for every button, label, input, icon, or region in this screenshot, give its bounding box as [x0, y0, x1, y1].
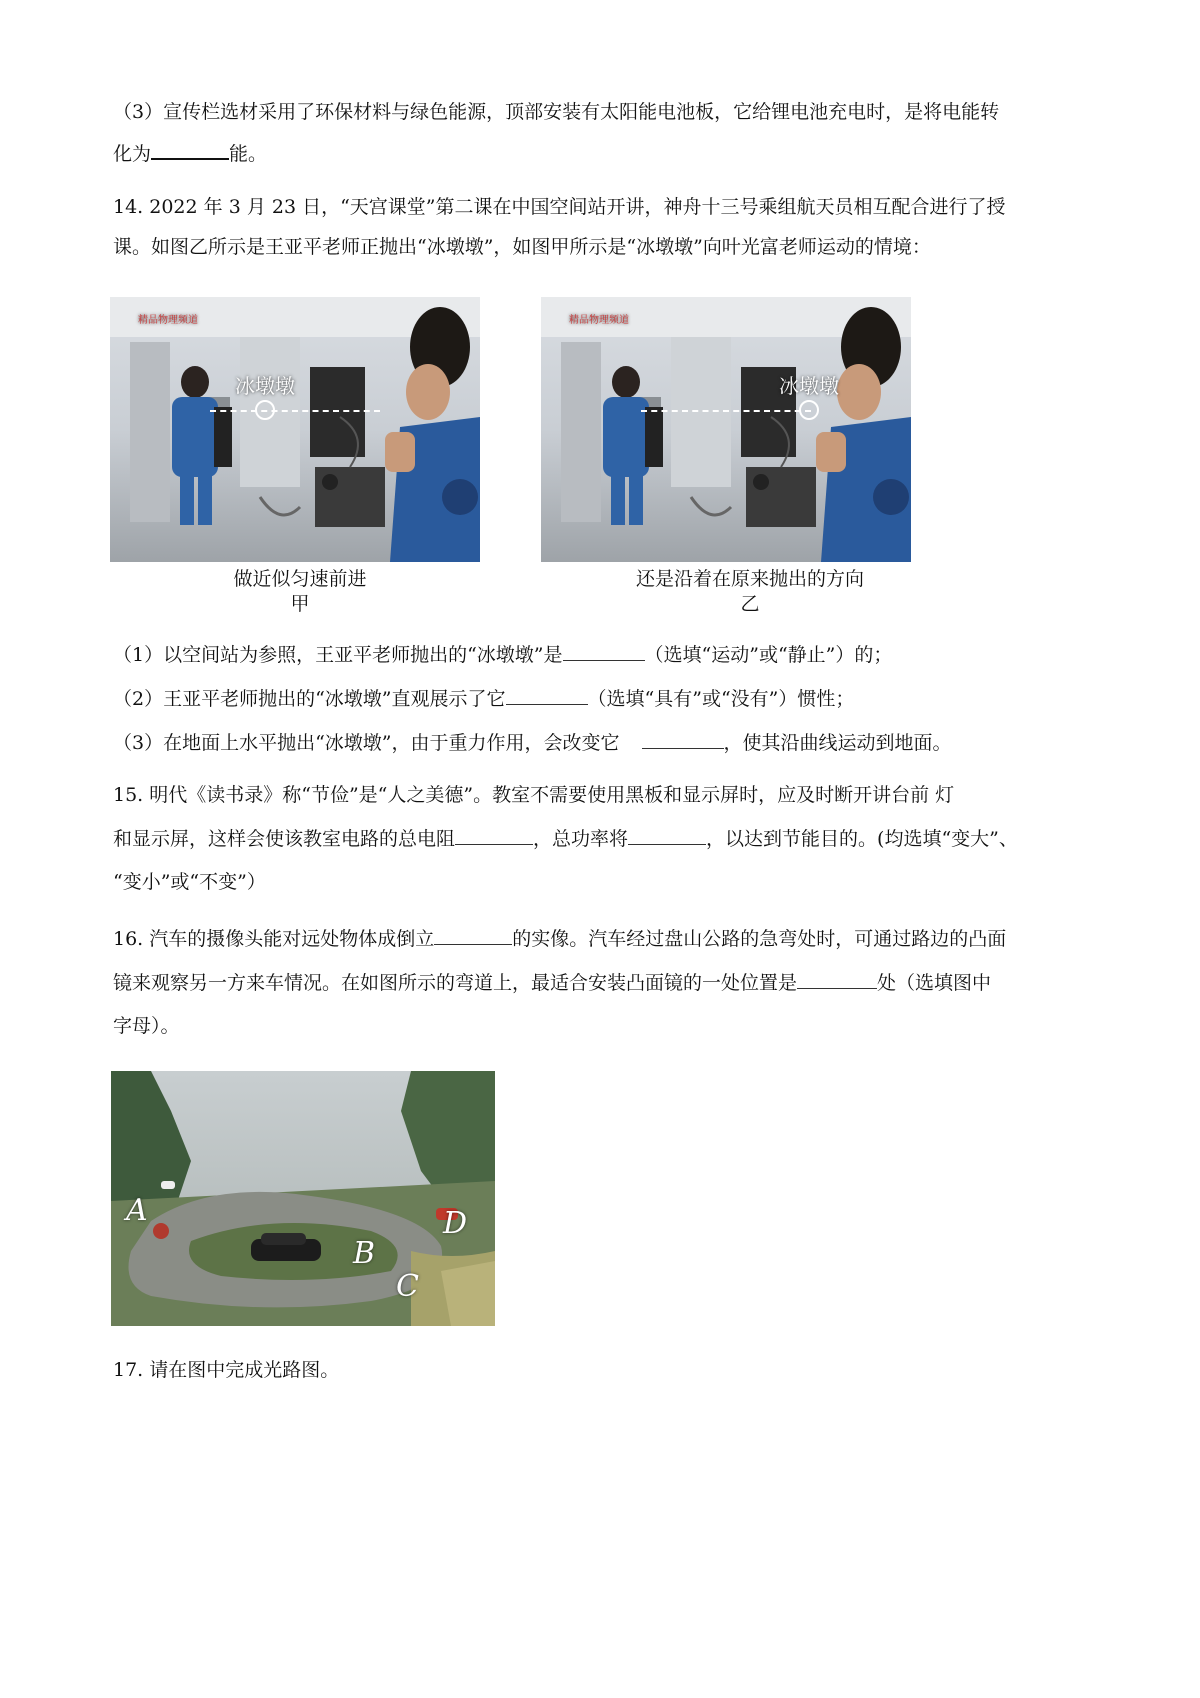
mountain-road-photo	[111, 1071, 495, 1326]
q14-part1	[113, 640, 892, 669]
ice-dwen-dwen-marker-yi	[799, 400, 819, 420]
q13-answer-blank[interactable]	[151, 138, 229, 160]
space-station-photo-jia	[110, 297, 480, 562]
q16-position-blank[interactable]	[797, 968, 877, 989]
trajectory-dash-yi	[641, 410, 811, 412]
figure-jia-caption: 做近似匀速前进	[233, 568, 367, 590]
channel-watermark-yi: 精品物理频道	[569, 315, 629, 326]
figure-yi-caption: 还是沿着在原来抛出的方向	[635, 568, 864, 590]
q13-part3-pre: 化为	[113, 143, 152, 165]
ice-dwen-dwen-label-jia: 冰墩墩	[235, 374, 295, 398]
space-station-scene-jia	[110, 297, 480, 562]
q13-part3-post: 能。	[229, 143, 268, 165]
space-station-photo-yi	[541, 297, 911, 562]
q16-line1-pre: 16. 汽车的摄像头能对远处物体成倒立	[113, 928, 435, 950]
q17-text: 17. 请在图中完成光路图。	[113, 1359, 340, 1381]
trajectory-dash-jia	[210, 410, 380, 412]
road-position-b: B	[353, 1236, 376, 1271]
q14-intro-line2: 课。如图乙所示是王亚平老师正抛出“冰墩墩”，如图甲所示是“冰墩墩”向叶光富老师运动的情境：	[113, 236, 931, 258]
figure-yi-label: 乙	[740, 593, 760, 615]
q14-part2-pre: （2）王亚平老师抛出的“冰墩墩”直观展示了它	[113, 688, 506, 710]
q16-line1-post: 的实像。汽车经过盘山公路的急弯处时，可通过路边的凸面	[512, 928, 1007, 950]
q15-resistance-blank[interactable]	[455, 824, 533, 845]
q14-part3-pre: （3）在地面上水平抛出“冰墩墩”，由于重力作用，会改变它	[113, 732, 620, 754]
q15-line2-c: ，以达到节能目的。(均选填“变大”、	[706, 828, 1018, 850]
q16-line2-post: 处（选填图中	[877, 972, 992, 994]
q14-part2-post: （选填“具有”或“没有”）惯性；	[587, 688, 855, 710]
ice-dwen-dwen-marker-jia	[255, 400, 275, 420]
q13-part3-line2	[113, 138, 267, 168]
q14-part2	[113, 684, 854, 713]
q14-part1-blank[interactable]	[563, 640, 645, 661]
q16-line1	[113, 924, 1006, 953]
q15-line3: “变小”或“不变”）	[113, 871, 266, 893]
q14-part3-blank[interactable]	[642, 728, 724, 749]
q14-part3	[113, 728, 952, 757]
q14-part1-post: （选填“运动”或“静止”）的；	[644, 644, 893, 666]
q16-line2	[113, 968, 991, 997]
q14-part1-pre: （1）以空间站为参照，王亚平老师抛出的“冰墩墩”是	[113, 644, 563, 666]
q15-line2	[113, 824, 1018, 853]
road-position-a: A	[126, 1193, 148, 1228]
q14-part2-blank[interactable]	[506, 684, 588, 705]
q13-part3-line1: （3）宣传栏选材采用了环保材料与绿色能源，顶部安装有太阳能电池板，它给锂电池充电时，是将电能转	[113, 101, 1000, 123]
q16-line3: 字母）。	[113, 1015, 180, 1037]
q14-intro-line1: 14. 2022 年 3 月 23 日，“天宫课堂”第二课在中国空间站开讲，神舟十三号乘组航天员相互配合进行了授	[113, 196, 1006, 218]
road-position-d: D	[443, 1206, 468, 1241]
road-position-c: C	[396, 1269, 419, 1304]
q14-part3-post: ，使其沿曲线运动到地面。	[723, 732, 952, 754]
q16-line2-pre: 镜来观察另一方来车情况。在如图所示的弯道上，最适合安装凸面镜的一处位置是	[113, 972, 798, 994]
space-station-scene-yi	[541, 297, 911, 562]
q16-image-blank[interactable]	[434, 924, 512, 945]
q15-line1: 15. 明代《读书录》称“节俭”是“人之美德”。教室不需要使用黑板和显示屏时，应及时断开讲台前 灯	[113, 784, 955, 806]
q15-power-blank[interactable]	[628, 824, 706, 845]
channel-watermark-jia: 精品物理频道	[138, 315, 198, 326]
figure-jia-label: 甲	[290, 593, 310, 615]
q15-line2-a: 和显示屏，这样会使该教室电路的总电阻	[113, 828, 456, 850]
ice-dwen-dwen-label-yi: 冰墩墩	[779, 374, 839, 398]
mountain-road-scene	[111, 1071, 495, 1326]
q15-line2-b: ，总功率将	[533, 828, 629, 850]
